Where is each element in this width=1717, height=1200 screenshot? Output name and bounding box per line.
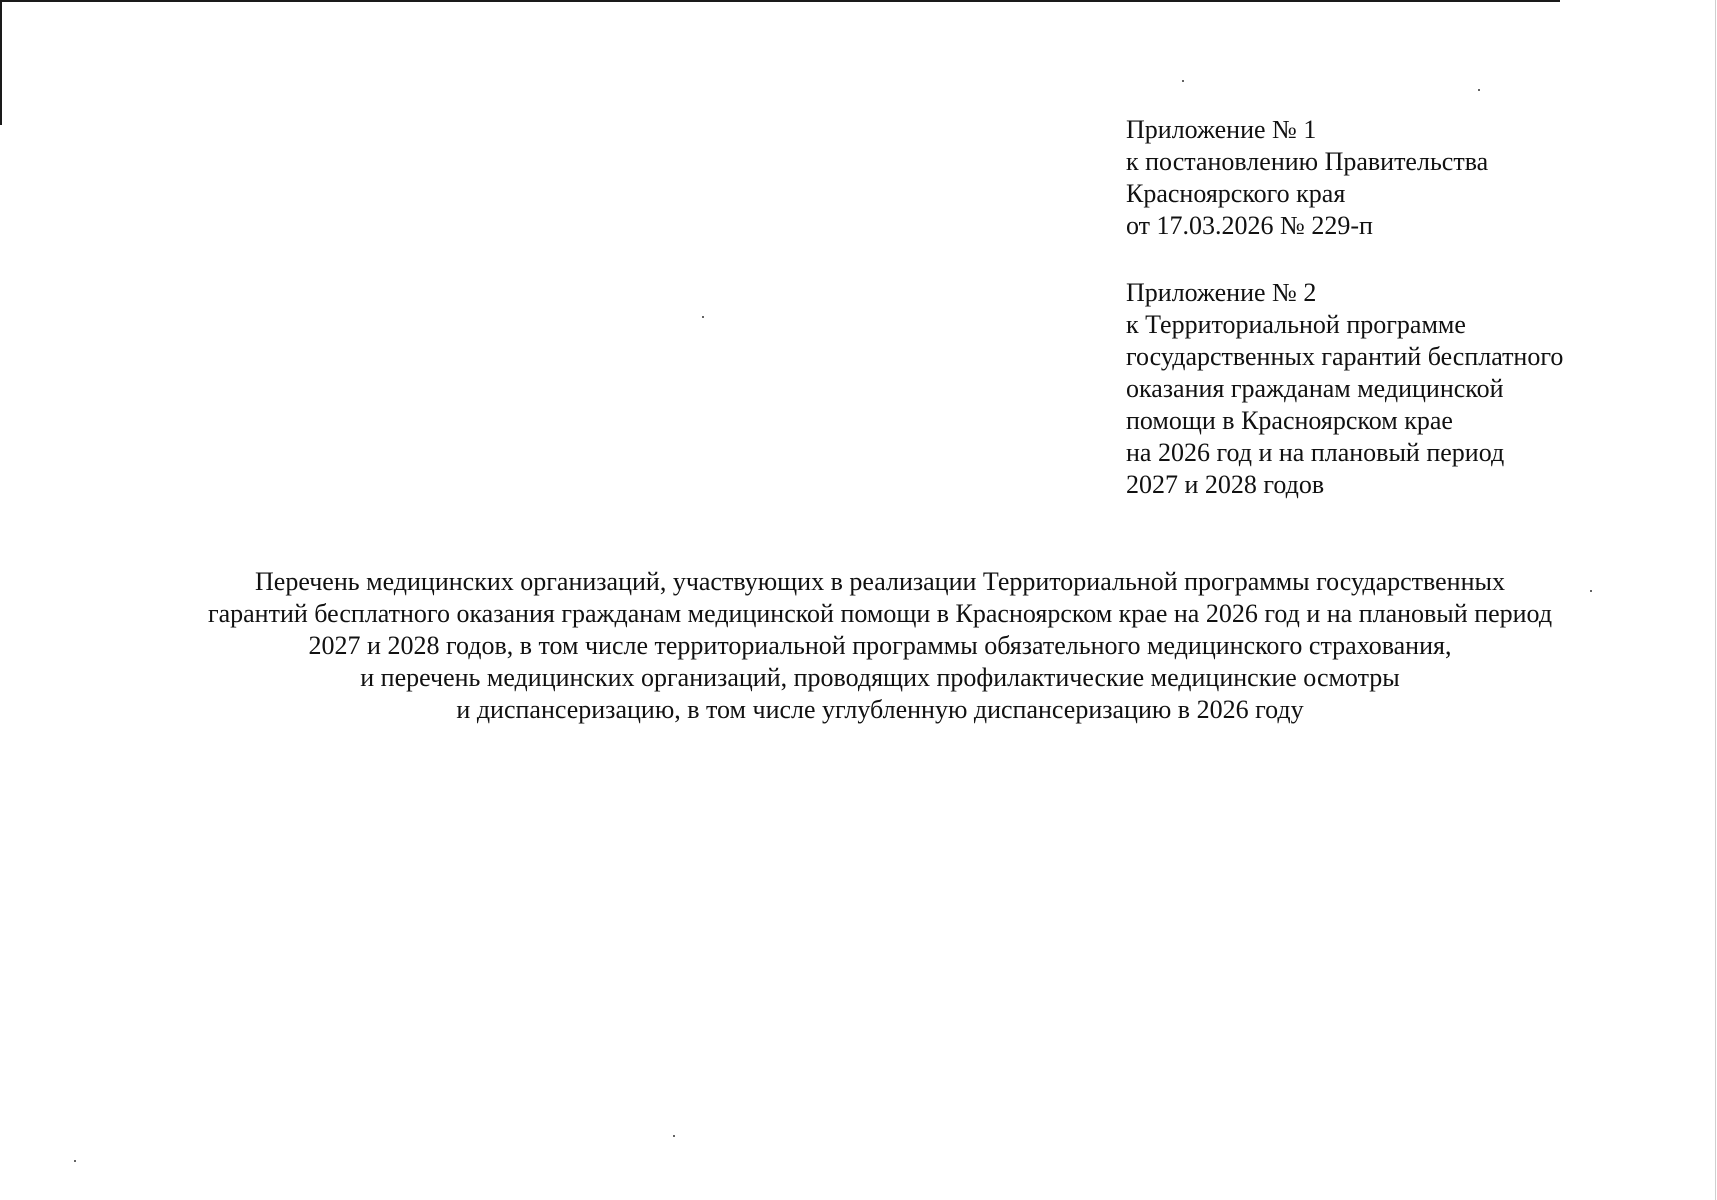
- appendix-2-line: Приложение № 2: [1126, 278, 1317, 307]
- scan-edge-left: [0, 0, 2, 125]
- scan-speck: [74, 1160, 76, 1162]
- scan-speck: [673, 1135, 675, 1137]
- scan-edge-right: [1715, 0, 1716, 1200]
- appendix-2-line: на 2026 год и на плановый период: [1126, 438, 1505, 467]
- appendix-2-line: 2027 и 2028 годов: [1126, 470, 1325, 499]
- appendix-2-line: государственных гарантий бесплатного: [1126, 342, 1564, 371]
- appendix-2-line: оказания гражданам медицинской: [1126, 374, 1504, 403]
- title-line: Перечень медицинских организаций, участвующих в реализации Территориальной программы государственных: [255, 567, 1505, 596]
- scan-speck: [1182, 80, 1184, 82]
- scan-speck: [702, 316, 704, 318]
- title-line: гарантий бесплатного оказания гражданам медицинской помощи в Красноярском крае на 2026 год и на плановый период: [207, 599, 1553, 628]
- appendix-1-line: Красноярского края: [1126, 179, 1346, 208]
- appendix-1-header: [1126, 114, 1488, 242]
- document-title: [100, 566, 1660, 726]
- title-line: и диспансеризацию, в том числе углубленную диспансеризацию в 2026 году: [456, 695, 1304, 724]
- title-line: 2027 и 2028 годов, в том числе территориальной программы обязательного медицинского страхования,: [308, 631, 1452, 660]
- appendix-1-line: от 17.03.2026 № 229-п: [1126, 211, 1373, 240]
- scan-speck: [1478, 89, 1480, 91]
- appendix-2-header: [1126, 277, 1563, 501]
- appendix-1-line: к постановлению Правительства: [1126, 147, 1489, 176]
- scan-edge-top: [0, 0, 1560, 2]
- appendix-2-line: помощи в Красноярском крае: [1126, 406, 1453, 435]
- appendix-1-line: Приложение № 1: [1126, 115, 1317, 144]
- appendix-2-line: к Территориальной программе: [1126, 310, 1466, 339]
- title-line: и перечень медицинских организаций, проводящих профилактические медицинские осмотры: [360, 663, 1400, 692]
